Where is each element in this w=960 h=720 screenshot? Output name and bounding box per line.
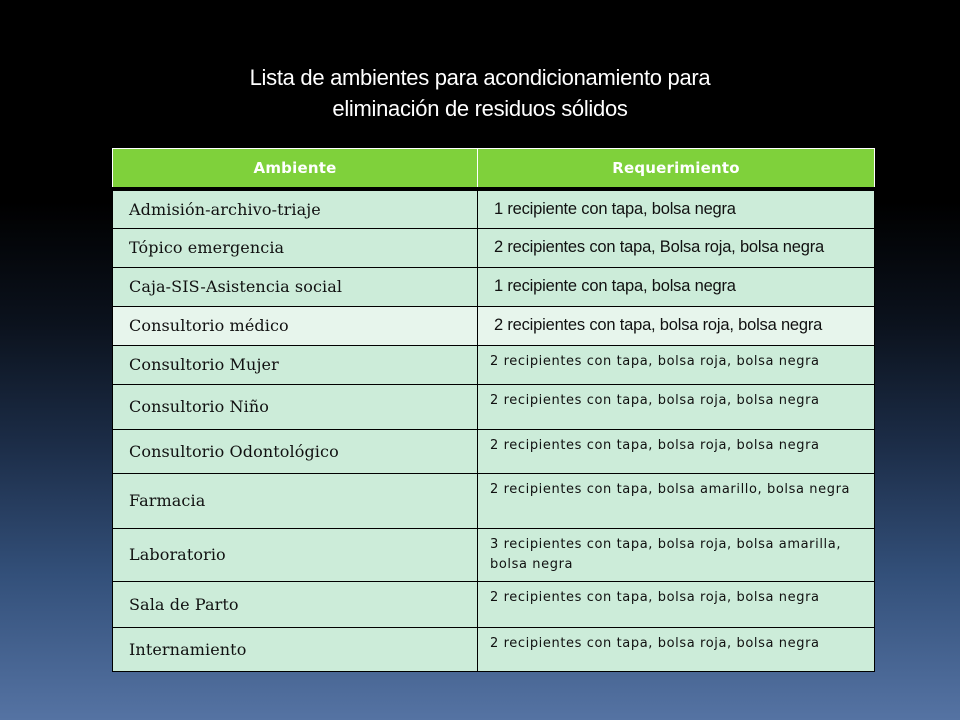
requerimiento-cell: 2 recipientes con tapa, bolsa roja, bolsa negra	[478, 306, 875, 345]
column-header-ambiente: Ambiente	[113, 149, 478, 190]
table-row	[113, 345, 875, 384]
ambiente-cell: Consultorio Mujer	[113, 345, 478, 384]
table-row	[113, 528, 875, 581]
ambiente-cell: Consultorio médico	[113, 306, 478, 345]
requerimiento-cell	[478, 384, 875, 429]
requerimiento-text: 3 recipientes con tapa, bolsa roja, bolsa amarilla, bolsa negra	[490, 536, 842, 572]
table-row	[113, 429, 875, 473]
ambiente-cell: Consultorio Odontológico	[113, 429, 478, 473]
table-row	[113, 627, 875, 671]
requerimiento-cell	[478, 345, 875, 384]
slide-title-line-1: Lista de ambientes para acondicionamiento para	[249, 65, 711, 90]
ambiente-cell: Consultorio Niño	[113, 384, 478, 429]
requerimiento-cell: 1 recipiente con tapa, bolsa negra	[478, 267, 875, 306]
ambiente-cell: Laboratorio	[113, 528, 478, 581]
waste-requirements-table	[112, 148, 874, 672]
requerimiento-text: 2 recipientes con tapa, bolsa roja, bolsa negra	[490, 392, 820, 408]
requerimiento-cell	[478, 627, 875, 671]
table-header-row	[113, 149, 875, 190]
table-row	[113, 189, 875, 228]
requerimiento-text: 2 recipientes con tapa, bolsa roja, bolsa negra	[490, 437, 820, 453]
table-row	[113, 384, 875, 429]
table-row	[113, 581, 875, 627]
ambiente-cell: Tópico emergencia	[113, 228, 478, 267]
slide-title	[0, 62, 960, 124]
table-row	[113, 267, 875, 306]
ambiente-cell: Caja-SIS-Asistencia social	[113, 267, 478, 306]
requerimiento-text: 2 recipientes con tapa, bolsa roja, bolsa negra	[490, 635, 820, 651]
requerimiento-cell	[478, 473, 875, 528]
requerimiento-text: 2 recipientes con tapa, bolsa roja, bolsa negra	[490, 589, 820, 605]
requerimiento-text: 2 recipientes con tapa, bolsa amarillo, bolsa negra	[490, 481, 851, 497]
column-header-requerimiento: Requerimiento	[478, 149, 875, 190]
requerimiento-cell	[478, 528, 875, 581]
ambiente-cell: Farmacia	[113, 473, 478, 528]
requerimiento-cell	[478, 429, 875, 473]
requerimiento-cell: 1 recipiente con tapa, bolsa negra	[478, 189, 875, 228]
requerimiento-text: 2 recipientes con tapa, bolsa roja, bolsa negra	[490, 353, 820, 369]
table-row	[113, 306, 875, 345]
ambiente-cell: Admisión-archivo-triaje	[113, 189, 478, 228]
table-row	[113, 228, 875, 267]
requerimiento-cell: 2 recipientes con tapa, Bolsa roja, bolsa negra	[478, 228, 875, 267]
ambiente-cell: Sala de Parto	[113, 581, 478, 627]
requerimiento-cell	[478, 581, 875, 627]
slide-title-line-2: eliminación de residuos sólidos	[332, 96, 628, 121]
table-row	[113, 473, 875, 528]
ambiente-cell: Internamiento	[113, 627, 478, 671]
